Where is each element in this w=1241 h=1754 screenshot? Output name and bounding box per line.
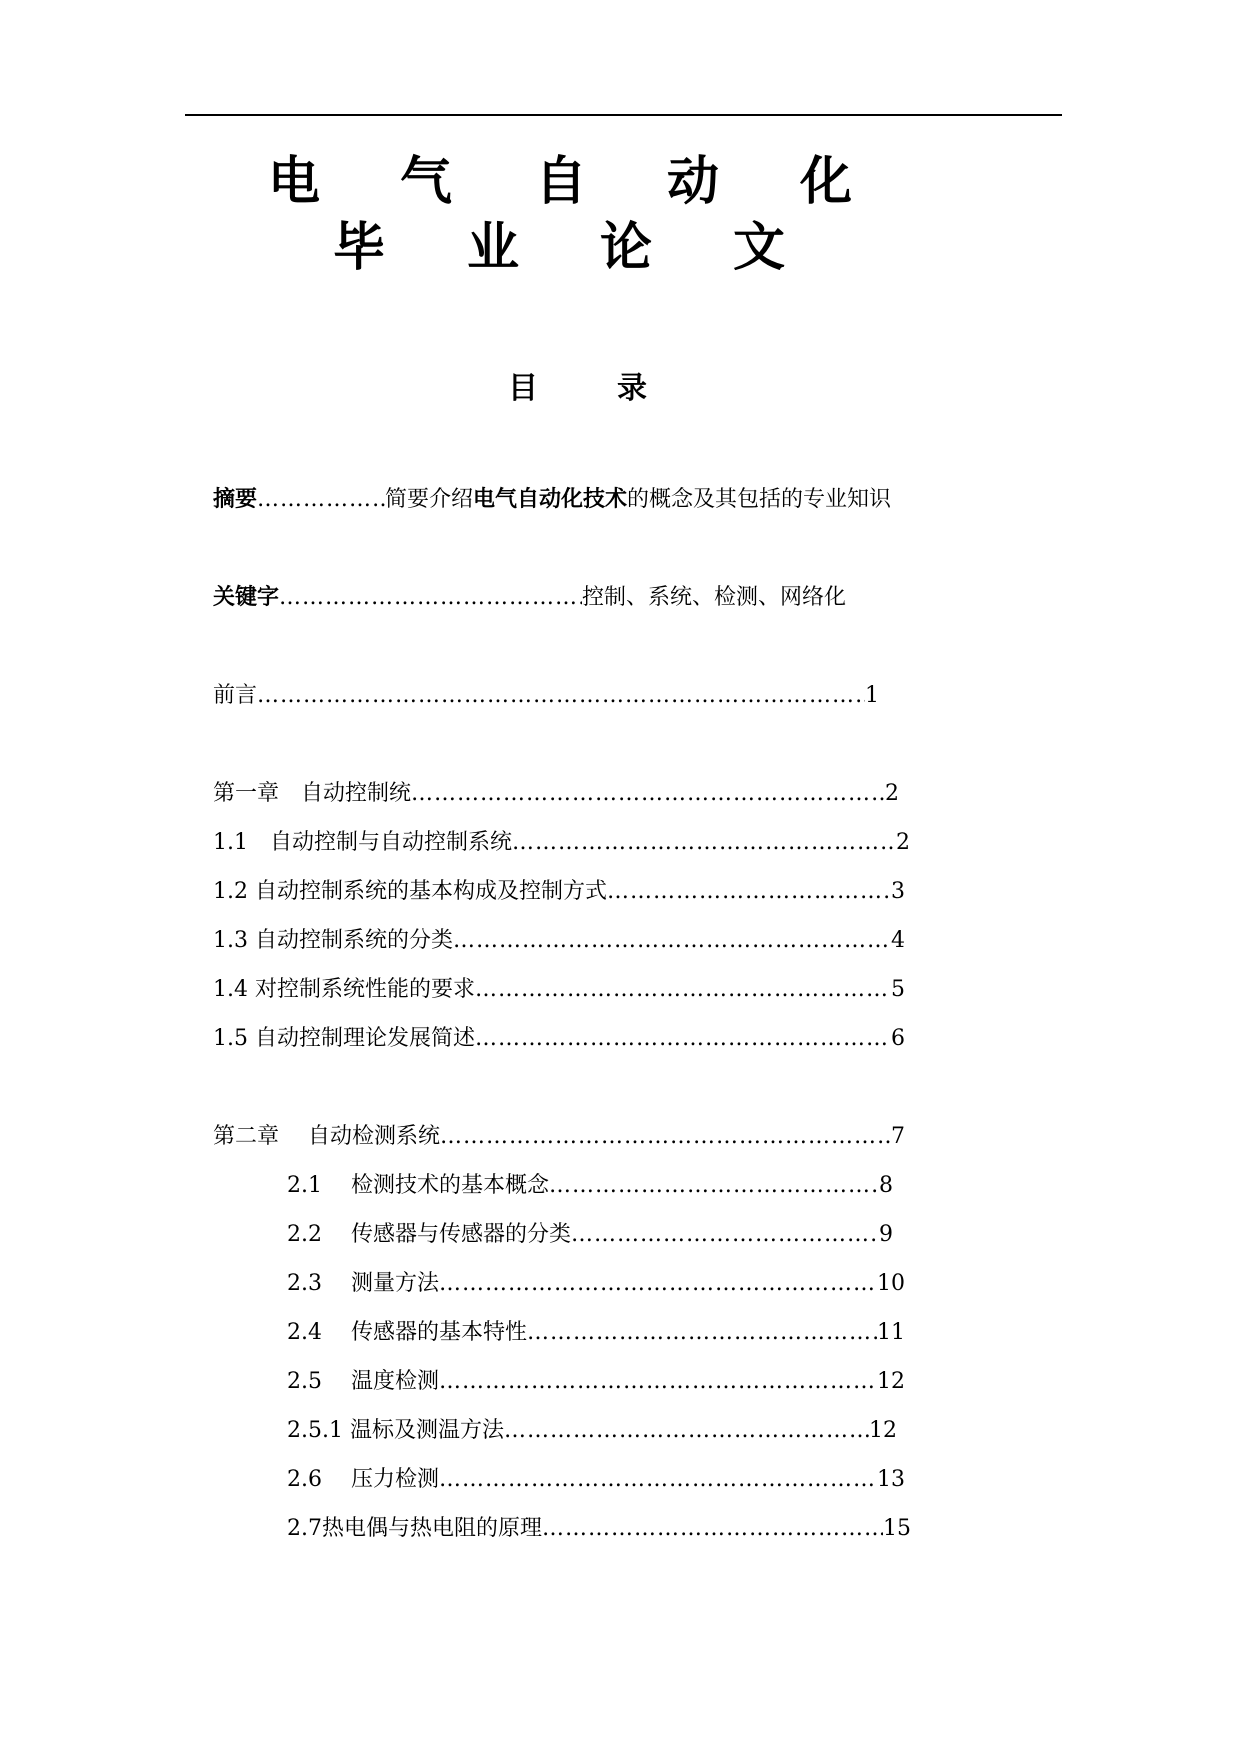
toc-entry bbox=[287, 1219, 893, 1251]
toc-entry-page: 13 bbox=[877, 1467, 905, 1492]
toc-entry-label: 2.2 传感器与传感器的分类 bbox=[287, 1222, 571, 1247]
toc-entry-label: 2.1 检测技术的基本概念 bbox=[287, 1173, 549, 1198]
toc-entry bbox=[287, 1317, 905, 1349]
toc-entry-label: 1.5 自动控制理论发展简述 bbox=[213, 1026, 475, 1051]
toc-entry bbox=[213, 974, 905, 1006]
abstract-desc: 简要介绍 bbox=[385, 487, 474, 512]
toc-entry bbox=[213, 876, 905, 908]
leader-dots bbox=[571, 1219, 879, 1251]
leader-dots bbox=[453, 925, 891, 957]
title-char: 业 bbox=[467, 218, 520, 278]
toc-heading-char: 录 bbox=[617, 371, 647, 406]
leader-dots bbox=[504, 1415, 869, 1447]
toc-entry-label: 2.6 压力检测 bbox=[287, 1467, 439, 1492]
title-char: 论 bbox=[600, 218, 653, 278]
toc-entry-page: 7 bbox=[891, 1124, 905, 1149]
toc-entry-page: 11 bbox=[877, 1320, 905, 1345]
toc-entry bbox=[213, 1121, 905, 1153]
toc-entry bbox=[287, 1464, 905, 1496]
leader-dots bbox=[439, 1366, 877, 1398]
title-char: 动 bbox=[667, 152, 720, 212]
abstract-desc-bold: 电气自动化技术 bbox=[473, 487, 628, 512]
leader-dots bbox=[257, 484, 385, 516]
toc-entry bbox=[213, 1023, 905, 1055]
top-rule bbox=[185, 114, 1062, 116]
title-char: 文 bbox=[733, 218, 786, 278]
toc-entry bbox=[213, 680, 879, 712]
toc-entry-label: 1.4 对控制系统性能的要求 bbox=[213, 977, 475, 1002]
keywords-row bbox=[213, 582, 913, 614]
toc-entry-page: 8 bbox=[879, 1173, 893, 1198]
leader-dots bbox=[527, 1317, 877, 1349]
toc-entry-page: 6 bbox=[891, 1026, 905, 1051]
title-char: 自 bbox=[535, 152, 588, 212]
abstract-desc: 的概念及其包括的专业知识 bbox=[627, 487, 892, 512]
toc-entry bbox=[287, 1366, 905, 1398]
toc-entry-page: 2 bbox=[896, 830, 910, 855]
title-char: 毕 bbox=[333, 218, 386, 278]
toc-entry bbox=[287, 1170, 893, 1202]
toc-entry-page: 1 bbox=[865, 683, 879, 708]
toc-entry-label: 2.5.1 温标及测温方法 bbox=[287, 1418, 504, 1443]
toc-entry-label: 2.5 温度检测 bbox=[287, 1369, 439, 1394]
leader-dots bbox=[542, 1513, 883, 1545]
toc-entry-page: 3 bbox=[891, 879, 905, 904]
toc-entry-page: 12 bbox=[869, 1418, 897, 1443]
toc-entry-page: 2 bbox=[885, 781, 899, 806]
leader-dots bbox=[607, 876, 891, 908]
toc-entry-label: 1.1 自动控制与自动控制系统 bbox=[213, 830, 512, 855]
title-char: 气 bbox=[400, 152, 453, 212]
toc-entry bbox=[287, 1513, 911, 1545]
toc-entry-page: 9 bbox=[879, 1222, 893, 1247]
leader-dots bbox=[439, 1464, 877, 1496]
leader-dots bbox=[279, 582, 582, 614]
toc-entry-page: 12 bbox=[877, 1369, 905, 1394]
toc-entry-label: 1.3 自动控制系统的分类 bbox=[213, 928, 453, 953]
toc-entry bbox=[287, 1415, 897, 1447]
toc-entry-page: 10 bbox=[877, 1271, 905, 1296]
toc-entry-label: 2.4 传感器的基本特性 bbox=[287, 1320, 527, 1345]
toc-entry-label: 第一章 自动控制统 bbox=[213, 781, 412, 806]
toc-entry-label: 前言 bbox=[213, 683, 258, 708]
toc-entry bbox=[213, 827, 910, 859]
toc-heading-char: 目 bbox=[508, 371, 538, 406]
title-char: 化 bbox=[800, 152, 853, 212]
toc-entry-page: 5 bbox=[891, 977, 905, 1002]
abstract-row bbox=[213, 484, 973, 516]
keywords-label: 关键字 bbox=[213, 585, 280, 610]
title-char: 电 bbox=[268, 152, 321, 212]
leader-dots bbox=[549, 1170, 879, 1202]
leader-dots bbox=[257, 680, 865, 712]
toc-entry-page: 15 bbox=[883, 1516, 911, 1541]
leader-dots bbox=[475, 1023, 891, 1055]
toc-entry-label: 2.7热电偶与热电阻的原理 bbox=[287, 1516, 542, 1541]
toc-entry-label: 第二章 自动检测系统 bbox=[213, 1124, 440, 1149]
leader-dots bbox=[475, 974, 891, 1006]
toc-entry-label: 1.2 自动控制系统的基本构成及控制方式 bbox=[213, 879, 607, 904]
toc-entry bbox=[213, 778, 899, 810]
keywords-value: 控制、系统、检测、网络化 bbox=[582, 585, 847, 610]
leader-dots bbox=[439, 1268, 877, 1300]
toc-entry bbox=[213, 925, 905, 957]
leader-dots bbox=[512, 827, 896, 859]
toc-entry-label: 2.3 测量方法 bbox=[287, 1271, 439, 1296]
toc-entry-page: 4 bbox=[891, 928, 905, 953]
abstract-label: 摘要 bbox=[213, 487, 258, 512]
leader-dots bbox=[440, 1121, 891, 1153]
leader-dots bbox=[411, 778, 885, 810]
toc-entry bbox=[287, 1268, 905, 1300]
